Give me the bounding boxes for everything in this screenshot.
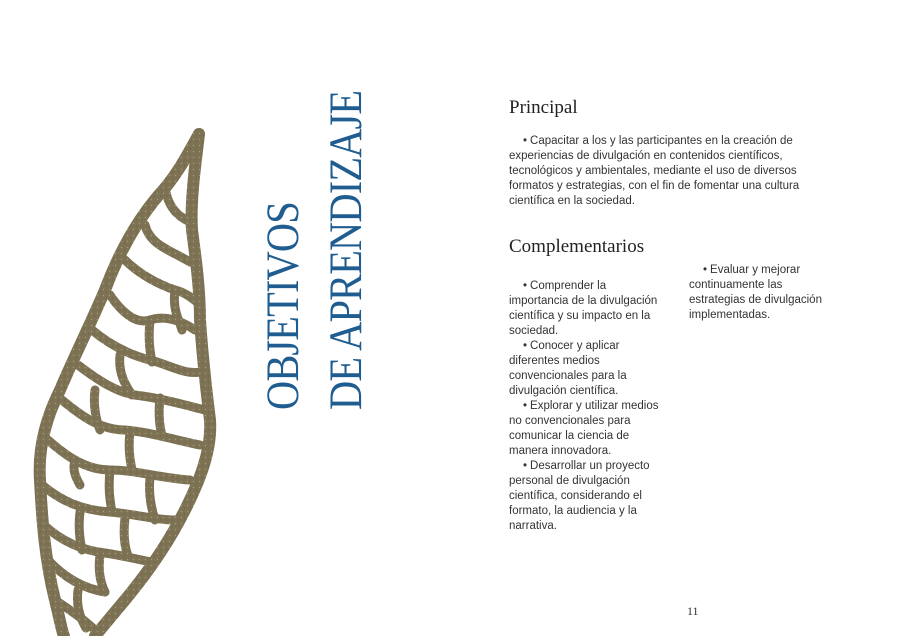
list-item: • Desarrollar un proyecto personal de divulgación científica, considerando el formato, la audiencia y la narrativa. — [509, 460, 650, 532]
complementarios-heading: Complementarios — [509, 236, 645, 257]
bullet-icon: • — [703, 264, 708, 276]
complementarios-list-column-2 — [689, 263, 829, 323]
bullet-icon: • — [523, 135, 528, 147]
bullet-icon: • — [523, 460, 528, 472]
leaf-skeleton-illustration — [0, 0, 240, 636]
list-item: • Conocer y aplicar diferentes medios convencionales para la divulgación científica. — [509, 340, 627, 397]
principal-objective — [509, 134, 809, 209]
title-line-1: OBJETIVOS — [257, 202, 309, 410]
list-item: • Comprender la importancia de la divulgación científica y su impacto en la sociedad. — [509, 280, 658, 337]
page-title — [252, 58, 382, 410]
complementarios-list-column-1 — [509, 279, 659, 534]
title-container — [252, 58, 382, 410]
principal-heading: Principal — [509, 97, 578, 118]
list-item: • Explorar y utilizar medios no convencionales para comunicar la ciencia de manera innovadora. — [509, 400, 659, 457]
bullet-icon: • — [523, 340, 528, 352]
bullet-icon: • — [523, 280, 528, 292]
list-item: • Evaluar y mejorar continuamente las estrategias de divulgación implementadas. — [689, 264, 822, 321]
principal-objective-text: Capacitar a los y las participantes en la creación de experiencias de divulgación en contenidos científicos, tecnológicos y ambientales, mediante el uso de diversos formatos y estrategias, con el fin de fomentar una cultura científica en la sociedad. — [509, 135, 800, 207]
title-line-2: DE APRENDIZAJE — [320, 90, 372, 410]
bullet-icon: • — [523, 400, 528, 412]
page-number: 11 — [687, 604, 699, 618]
